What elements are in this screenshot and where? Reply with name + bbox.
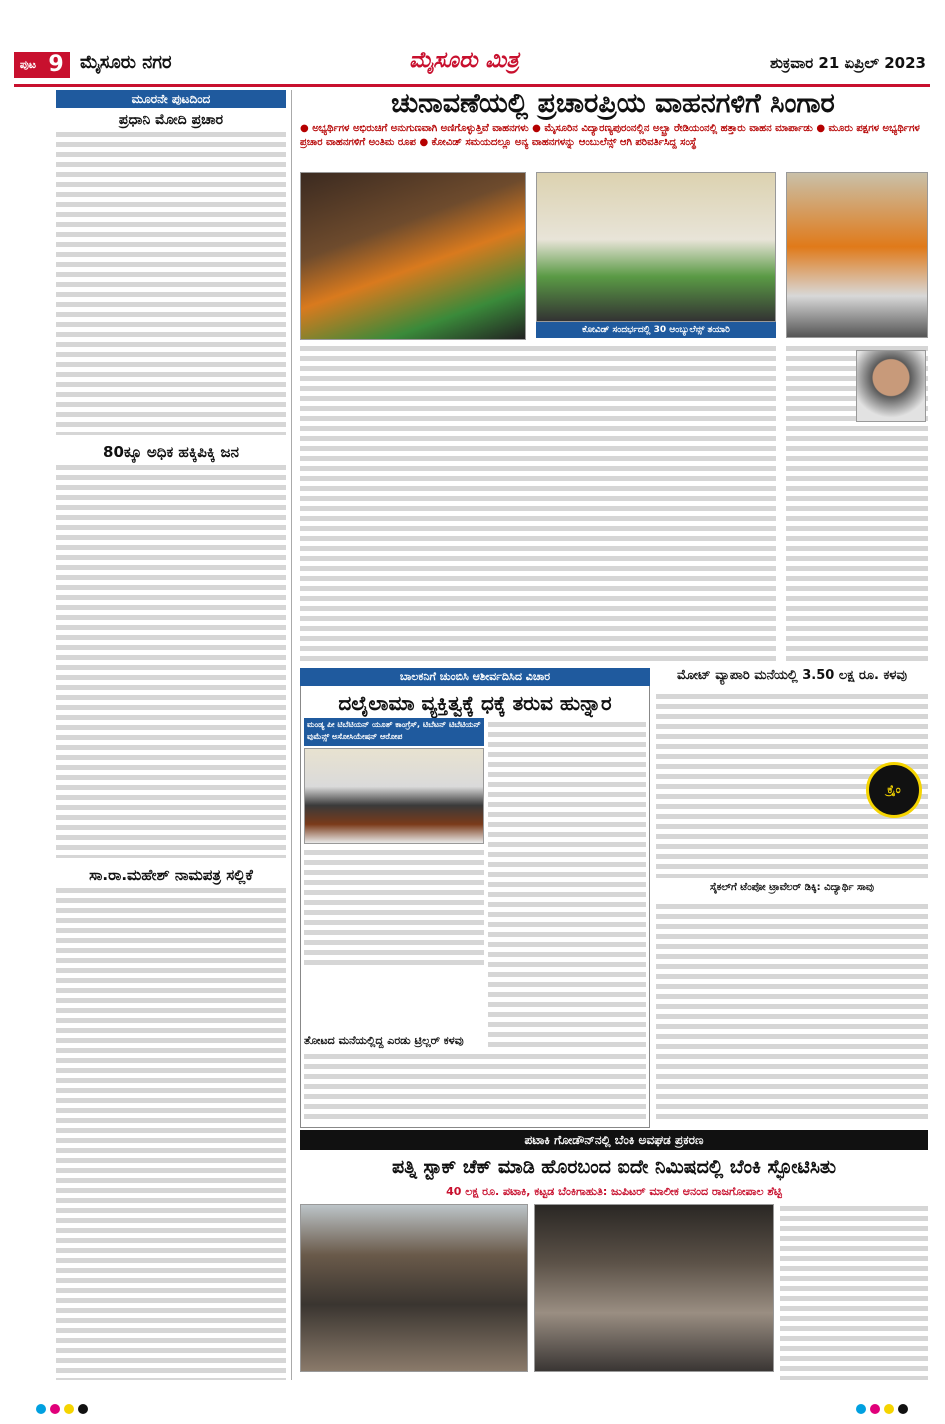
suv-photo — [536, 172, 776, 322]
crime-badge-label: ಕ್ರೈಂ — [887, 783, 901, 796]
main-headline: ಚುನಾವಣೆಯಲ್ಲಿ ಪ್ರಚಾರಪ್ರಿಯ ವಾಹನಗಳಿಗೆ ಸಿಂಗಾರ — [391, 88, 835, 119]
burnt-car-photo — [534, 1204, 774, 1372]
trailer-theft-body — [304, 1052, 646, 1124]
cycle-accident-headline: ಸೈಕಲ್‌ಗೆ ಟೆಂಪೋ ಟ್ರಾವೆಲರ್ ಡಿಕ್ಕಿ: ವಿದ್ಯಾರ್ಥಿ ಸಾವು — [709, 882, 875, 893]
dalai-kicker: ಬಾಲಕನಿಗೆ ಚುಂಬಿಸಿ ಆಶೀರ್ವದಿಸಿದ ವಿಚಾರ — [300, 668, 650, 686]
fire-headline: ಪತ್ನಿ ಸ್ಟಾಕ್ ಚೆಕ್ ಮಾಡಿ ಹೊರಬಂದ ಐದೇ ನಿಮಿಷದಲ್ಲಿ ಬೆಂಕಿ ಸ್ಫೋಟಿಸಿತು — [391, 1156, 837, 1178]
dateline: ಶುಕ್ರವಾರ 21 ಏಪ್ರಿಲ್ 2023 — [769, 54, 926, 72]
cycle-accident-body — [656, 902, 928, 1124]
trailer-theft-headline: ತೋಟದ ಮನೆಯಲ್ಲಿದ್ದ ಎರಡು ಟ್ರಿಲ್ಲರ್ ಕಳವು — [304, 1034, 464, 1047]
fire-kicker: ಪಟಾಕಿ ಗೋಡೌನ್‌ನಲ್ಲಿ ಬೆಂಕಿ ಅವಘಡ ಪ್ರಕರಣ — [300, 1130, 928, 1150]
registration-dot-magenta — [50, 1404, 60, 1414]
person-photo — [856, 350, 926, 422]
registration-dot-magenta-right — [870, 1404, 880, 1414]
registration-dot-yellow-right — [884, 1404, 894, 1414]
left-body-1 — [56, 130, 286, 435]
press-meet-photo — [304, 748, 484, 844]
left-body-2 — [56, 463, 286, 858]
left-headline-2: 80ಕ್ಕೂ ಅಧಿಕ ಹಕ್ಕಿಪಿಕ್ಕಿ ಜನ — [103, 443, 239, 461]
paper-name: ಮೈಸೂರು ಮಿತ್ರ — [409, 48, 519, 73]
dalai-headline: ದಲೈಲಾಮಾ ವ್ಯಕ್ತಿತ್ವಕ್ಕೆ ಧಕ್ಕೆ ತರುವ ಹುನ್ನಾರ — [338, 691, 612, 715]
suv-photo-caption: ಕೋವಿಡ್ ಸಂದರ್ಭದಲ್ಲಿ 30 ಆಂಬ್ಯುಲೆನ್ಸ್ ತಯಾರಿ — [536, 322, 776, 338]
dalai-body-2 — [304, 848, 484, 968]
section-title: ಮೈಸೂರು ನಗರ — [80, 52, 172, 73]
left-column — [56, 90, 286, 1380]
continued-strip: ಮೂರನೇ ಪುಟದಿಂದ — [56, 90, 286, 108]
truck-photo — [786, 172, 928, 338]
left-headline-1: ಪ್ರಧಾನಿ ಮೋದಿ ಪ್ರಚಾರ — [118, 112, 224, 128]
left-headline-3: ಸಾ.ರಾ.ಮಹೇಶ್ ನಾಮಪತ್ರ ಸಲ್ಲಿಕೆ — [89, 866, 253, 884]
main-bullets: ● ಅಭ್ಯರ್ಥಿಗಳ ಅಭಿರುಚಿಗೆ ಅನುಗುಣವಾಗಿ ಅಣಿಗೊಳ್ಳುತ್ತಿವೆ ವಾಹನಗಳು ● ಮೈಸೂರಿನ ವಿದ್ಯಾರಣ್ಯಪುರಂನಲ್ಲಿನ ಅಲ್ಟ್ರಾ ರೇಡಿಯಂನಲ್ಲಿ ಹತ್ತಾರು ವಾಹನ ಮಾರ್ಪಾಡು ● ಮೂರು ಪಕ್ಷಗಳ ಅಭ್ಯರ್ಥಿಗಳ ಪ್ರಚಾರ ವಾಹನಗಳಿಗೆ ಅಂತಿಮ ರೂಪ ● ಕೋವಿಡ್ ಸಮಯದಲ್ಲೂ ಅನ್ಯ ವಾಹನಗಳನ್ನು ಆಂಬುಲೆನ್ಸ್ ಆಗಿ ಪರಿವರ್ತಿಸಿದ್ದ ಸಂಸ್ಥೆ — [300, 123, 920, 148]
fire-body-right — [780, 1204, 928, 1380]
registration-dot-cyan-right — [856, 1404, 866, 1414]
crime-badge — [866, 762, 922, 818]
burnt-building-photo — [300, 1204, 528, 1372]
dalai-subhead: ಮಂಡ್ಯ ಪೀ ಟಿಬೆಟಿಯನ್ ಯೂತ್ ಕಾಂಗ್ರೆಸ್, ಟಿಬೆಟನ್ ಟಿಬೆಟಿಯನ್ ವುಮೆನ್ಸ್ ಅಸೋಸಿಯೇಷನ್ ಆರೋಪ — [304, 718, 484, 746]
theft-headline: ಮೋಟ್ ವ್ಯಾಪಾರಿ ಮನೆಯಲ್ಲಿ 3.50 ಲಕ್ಷ ರೂ. ಕಳವು — [677, 668, 907, 683]
registration-dot-black-right — [898, 1404, 908, 1414]
column-divider — [291, 90, 292, 1380]
registration-dot-black — [78, 1404, 88, 1414]
main-body — [300, 344, 776, 664]
masthead — [14, 48, 930, 82]
registration-dot-yellow — [64, 1404, 74, 1414]
fire-subhead: 40 ಲಕ್ಷ ರೂ. ಪಟಾಕಿ, ಕಟ್ಟಡ ಬೆಂಕಿಗಾಹುತಿ: ಜುಪಿಟರ್ ಮಾಲೀಕ ಆನಂದ ರಾಜಗೋಪಾಲ ಶೆಟ್ಟಿ — [446, 1185, 782, 1198]
registration-dot-cyan — [36, 1404, 46, 1414]
left-body-3 — [56, 886, 286, 1380]
page-number: 9 — [42, 52, 70, 78]
page-label: ಪುಟ — [14, 52, 42, 78]
election-van-photo — [300, 172, 526, 340]
